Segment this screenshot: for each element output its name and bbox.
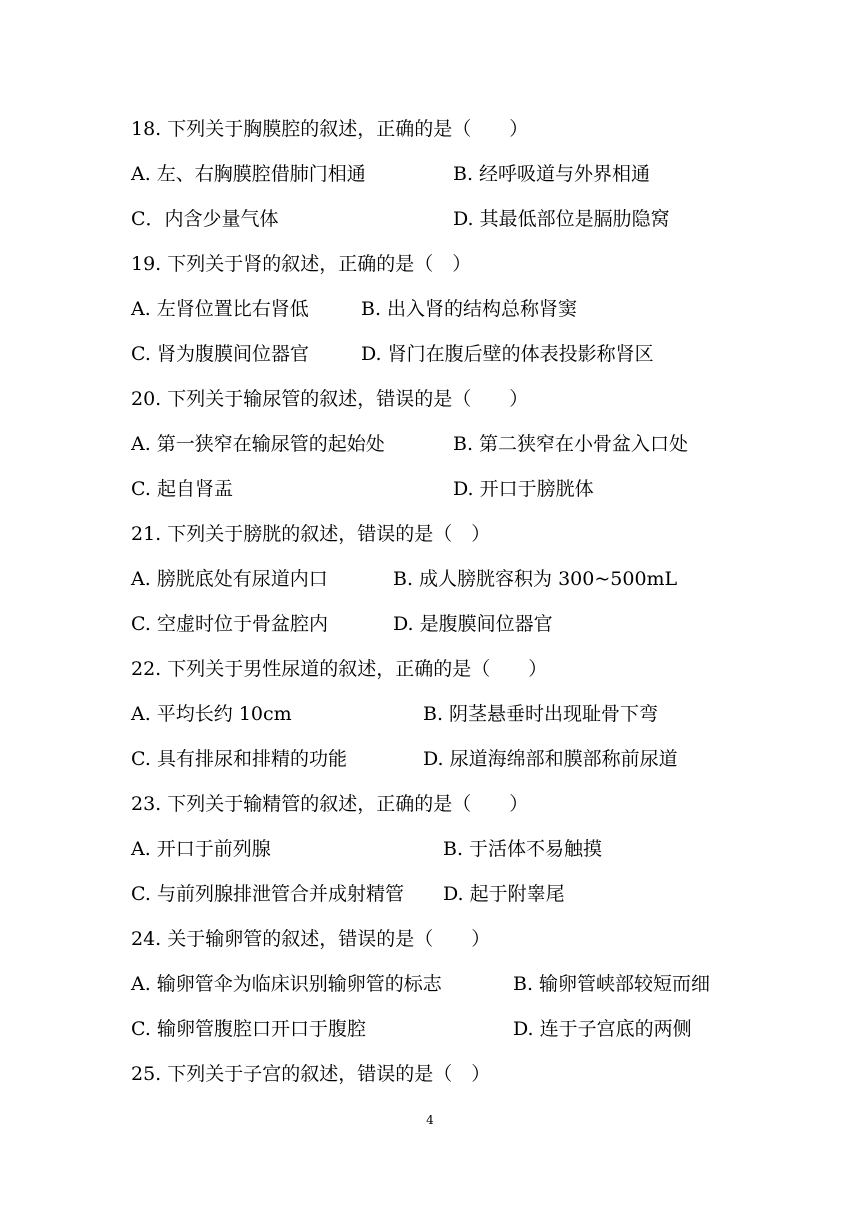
question-19-option-b: B. 出入肾的结构总称肾窦 bbox=[361, 298, 578, 320]
question-24-stem: 24. 关于输卵管的叙述，错误的是（ ） bbox=[131, 928, 491, 950]
question-18-stem: 18. 下列关于胸膜腔的叙述，正确的是（ ） bbox=[131, 118, 529, 140]
question-24-option-b: B. 输卵管峡部较短而细 bbox=[513, 973, 711, 995]
question-21-option-b: B. 成人膀胱容积为 300~500mL bbox=[393, 568, 678, 590]
question-22-option-a: A. 平均长约 10cm bbox=[131, 703, 292, 725]
question-20-option-b: B. 第二狭窄在小骨盆入口处 bbox=[453, 433, 689, 455]
question-23-option-a: A. 开口于前列腺 bbox=[131, 838, 271, 860]
question-21-option-d: D. 是腹膜间位器官 bbox=[393, 613, 553, 635]
question-20-option-d: D. 开口于膀胱体 bbox=[453, 478, 594, 500]
question-19-option-d: D. 肾门在腹后壁的体表投影称肾区 bbox=[361, 343, 654, 365]
page-number: 4 bbox=[426, 1113, 434, 1127]
question-18-option-b: B. 经呼吸道与外界相通 bbox=[453, 163, 651, 185]
question-18-option-d: D. 其最低部位是膈肋隐窝 bbox=[453, 208, 670, 230]
question-24-option-c: C. 输卵管腹腔口开口于腹腔 bbox=[131, 1018, 366, 1040]
question-20-option-a: A. 第一狭窄在输尿管的起始处 bbox=[131, 433, 385, 455]
question-25-stem: 25. 下列关于子宫的叙述，错误的是（ ） bbox=[131, 1063, 491, 1085]
question-24-option-d: D. 连于子宫底的两侧 bbox=[513, 1018, 692, 1040]
question-21-option-c: C. 空虚时位于骨盆腔内 bbox=[131, 613, 328, 635]
question-20-stem: 20. 下列关于输尿管的叙述，错误的是（ ） bbox=[131, 388, 529, 410]
question-21-option-a: A. 膀胱底处有尿道内口 bbox=[131, 568, 328, 590]
question-19-stem: 19. 下列关于肾的叙述，正确的是（ ） bbox=[131, 253, 472, 275]
question-18-option-a: A. 左、右胸膜腔借肺门相通 bbox=[131, 163, 366, 185]
question-20-option-c: C. 起自肾盂 bbox=[131, 478, 233, 500]
question-22-option-c: C. 具有排尿和排精的功能 bbox=[131, 748, 347, 770]
question-22-option-b: B. 阴茎悬垂时出现耻骨下弯 bbox=[423, 703, 659, 725]
question-24-option-a: A. 输卵管伞为临床识别输卵管的标志 bbox=[131, 973, 442, 995]
question-23-option-d: D. 起于附睾尾 bbox=[443, 883, 565, 905]
question-19-option-a: A. 左肾位置比右肾低 bbox=[131, 298, 309, 320]
question-22-stem: 22. 下列关于男性尿道的叙述，正确的是（ ） bbox=[131, 658, 548, 680]
question-23-stem: 23. 下列关于输精管的叙述，正确的是（ ） bbox=[131, 793, 529, 815]
question-21-stem: 21. 下列关于膀胱的叙述，错误的是（ ） bbox=[131, 523, 491, 545]
question-23-option-b: B. 于活体不易触摸 bbox=[443, 838, 603, 860]
question-18-option-c: C．内含少量气体 bbox=[131, 208, 279, 230]
question-23-option-c: C. 与前列腺排泄管合并成射精管 bbox=[131, 883, 404, 905]
question-19-option-c: C. 肾为腹膜间位器官 bbox=[131, 343, 309, 365]
question-22-option-d: D. 尿道海绵部和膜部称前尿道 bbox=[423, 748, 678, 770]
